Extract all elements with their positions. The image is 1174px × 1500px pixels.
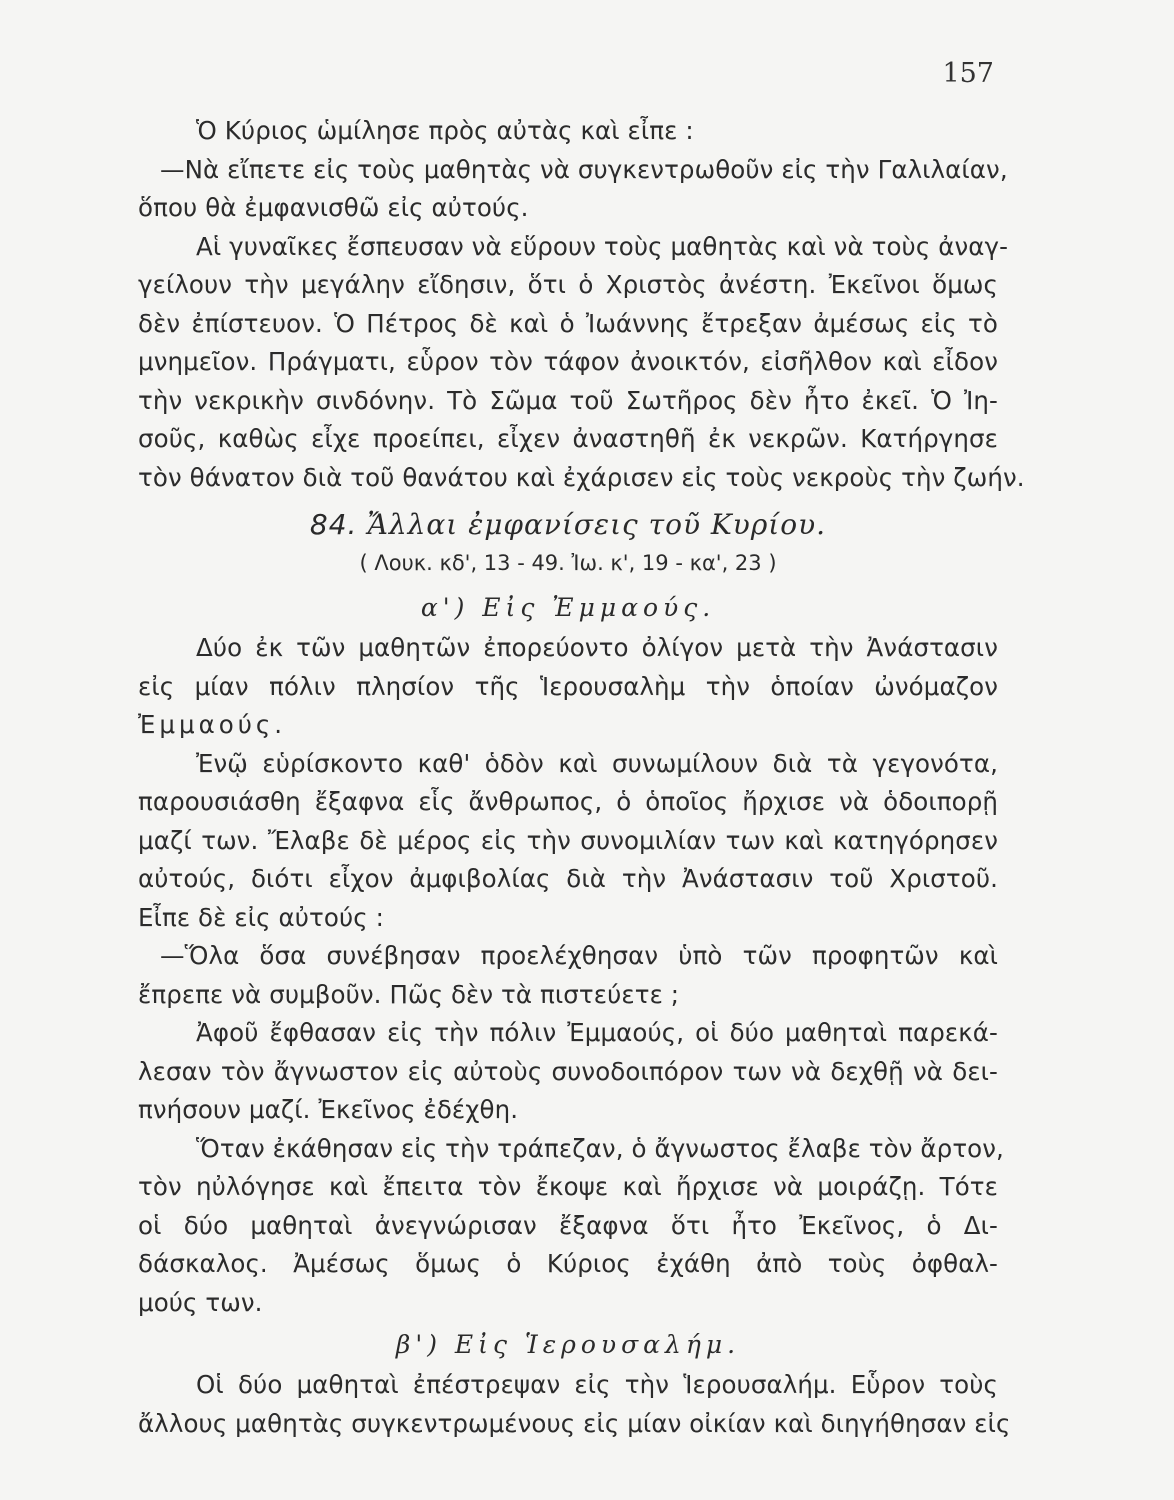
- text-line: τὴν νεκρικὴν σινδόνην. Τὸ Σῶμα τοῦ Σωτῆρος δὲν ἦτο ἐκεῖ. Ὁ Ἰη-: [138, 385, 998, 415]
- text-line: Ὅταν ἐκάθησαν εἰς τὴν τράπεζαν, ὁ ἄγνωστος ἔλαβε τὸν ἄρτον,: [196, 1133, 1004, 1163]
- text-line: λεσαν τὸν ἄγνωστον εἰς αὐτοὺς συνοδοιπόρον των νὰ δεχθῇ νὰ δει-: [138, 1056, 998, 1086]
- paragraph-7: [138, 1130, 1004, 1323]
- text-line: ὅπου θὰ ἐμφανισθῶ εἰς αὐτούς.: [138, 193, 529, 222]
- page-body: [138, 112, 1025, 1443]
- text-line: πνήσουν μαζί. Ἐκεῖνος ἐδέχθη.: [138, 1095, 519, 1124]
- text-line: ἔπρεπε νὰ συμβοῦν. Πῶς δὲν τὰ πιστεύετε ;: [138, 979, 680, 1009]
- text-line: μνημεῖον. Πράγματι, εὗρον τὸν τάφον ἀνοικτόν, εἰσῆλθον καὶ εἶδον: [138, 347, 998, 376]
- paragraph-3: [138, 629, 998, 745]
- text-line: τὸν ηὐλόγησε καὶ ἔπειτα τὸν ἔκοψε καὶ ἤρχισε νὰ μοιράζῃ. Τότε: [138, 1172, 998, 1201]
- text-line: παρουσιάσθη ἔξαφνα εἷς ἄνθρωπος, ὁ ὁποῖος ἤρχισε νὰ ὁδοιπορῇ: [138, 787, 998, 816]
- paragraph-2: [138, 228, 1025, 498]
- section-heading: [138, 497, 998, 545]
- text-line: δάσκαλος. Ἀμέσως ὅμως ὁ Κύριος ἐχάθη ἀπὸ τοὺς ὀφθαλ-: [138, 1249, 998, 1278]
- section-number: 84.: [309, 508, 358, 541]
- paragraph-5: [138, 937, 998, 1014]
- text-line: γείλουν τὴν μεγάλην εἴδησιν, ὅτι ὁ Χριστὸς ἀνέστη. Ἐκεῖνοι ὅμως: [138, 270, 998, 299]
- text-line: Ὁ Κύριος ὡμίλησε πρὸς αὐτὰς καὶ εἶπε :: [196, 116, 694, 145]
- text-line: Εἶπε δὲ εἰς αὐτούς :: [138, 902, 384, 932]
- text-line: δὲν ἐπίστευον. Ὁ Πέτρος δὲ καὶ ὁ Ἰωάννης ἔτρεξαν ἀμέσως εἰς τὸ: [138, 308, 998, 338]
- paragraph-8: [138, 1366, 1011, 1443]
- text-line: τὸν θάνατον διὰ τοῦ θανάτου καὶ ἐχάρισεν εἰς τοὺς νεκροὺς τὴν ζωήν.: [138, 462, 1025, 492]
- text-line: αὐτούς, διότι εἶχον ἀμφιβολίας διὰ τὴν Ἀνάστασιν τοῦ Χριστοῦ.: [138, 864, 998, 893]
- text-line: εἰς μίαν πόλιν πλησίον τῆς Ἱερουσαλὴμ τὴν ὁποίαν ὠνόμαζον: [138, 671, 998, 701]
- paragraph-4: [138, 745, 998, 938]
- text-line: Δύο ἐκ τῶν μαθητῶν ἐπορεύοντο ὀλίγον μετὰ τὴν Ἀνάστασιν: [196, 633, 998, 662]
- paragraph-6: [138, 1014, 998, 1130]
- scripture-reference: ( Λουκ. κδ', 13 - 49. Ἰω. κ', 19 - κα', 23 ): [359, 551, 777, 575]
- text-line: Ἐνῷ εὑρίσκοντο καθ' ὁδὸν καὶ συνωμίλουν διὰ τὰ γεγονότα,: [196, 748, 998, 778]
- subheading-emmaus: α') Εἰς Ἐμμαούς.: [420, 593, 716, 622]
- section-title: Ἄλλαι ἐμφανίσεις τοῦ Κυρίου.: [367, 508, 827, 541]
- text-line: Ἐμμαούς.: [138, 710, 287, 739]
- text-line: σοῦς, καθὼς εἶχε προείπει, εἶχεν ἀναστηθῆ ἐκ νεκρῶν. Κατήργησε: [138, 424, 998, 453]
- text-line: —Ὅλα ὅσα συνέβησαν προελέχθησαν ὑπὸ τῶν προφητῶν καὶ: [160, 941, 998, 970]
- paragraph-1: [138, 112, 1008, 228]
- text-line: —Νὰ εἴπετε εἰς τοὺς μαθητὰς νὰ συγκεντρωθοῦν εἰς τὴν Γαλιλαίαν,: [160, 154, 1008, 184]
- text-line: μαζί των. Ἔλαβε δὲ μέρος εἰς τὴν συνομιλίαν των καὶ κατηγόρησεν: [138, 825, 998, 855]
- text-line: οἱ δύο μαθηταὶ ἀνεγνώρισαν ἔξαφνα ὅτι ἦτο Ἐκεῖνος, ὁ Δι-: [138, 1210, 998, 1240]
- text-line: Αἱ γυναῖκες ἔσπευσαν νὰ εὕρουν τοὺς μαθητὰς καὶ νὰ τοὺς ἀναγ-: [196, 231, 1009, 261]
- text-line: ἄλλους μαθητὰς συγκεντρωμένους εἰς μίαν οἰκίαν καὶ διηγήθησαν εἰς: [138, 1408, 1011, 1438]
- text-line: Οἱ δύο μαθηταὶ ἐπέστρεψαν εἰς τὴν Ἱερουσαλήμ. Εὗρον τοὺς: [196, 1370, 998, 1399]
- page-number: 157: [942, 58, 994, 89]
- subheading-jerusalem: β') Εἰς Ἱερουσαλήμ.: [395, 1330, 741, 1359]
- text-line: Ἀφοῦ ἔφθασαν εἰς τὴν πόλιν Ἐμμαούς, οἱ δύο μαθηταὶ παρεκά-: [196, 1018, 998, 1047]
- text-line: μούς των.: [138, 1287, 263, 1317]
